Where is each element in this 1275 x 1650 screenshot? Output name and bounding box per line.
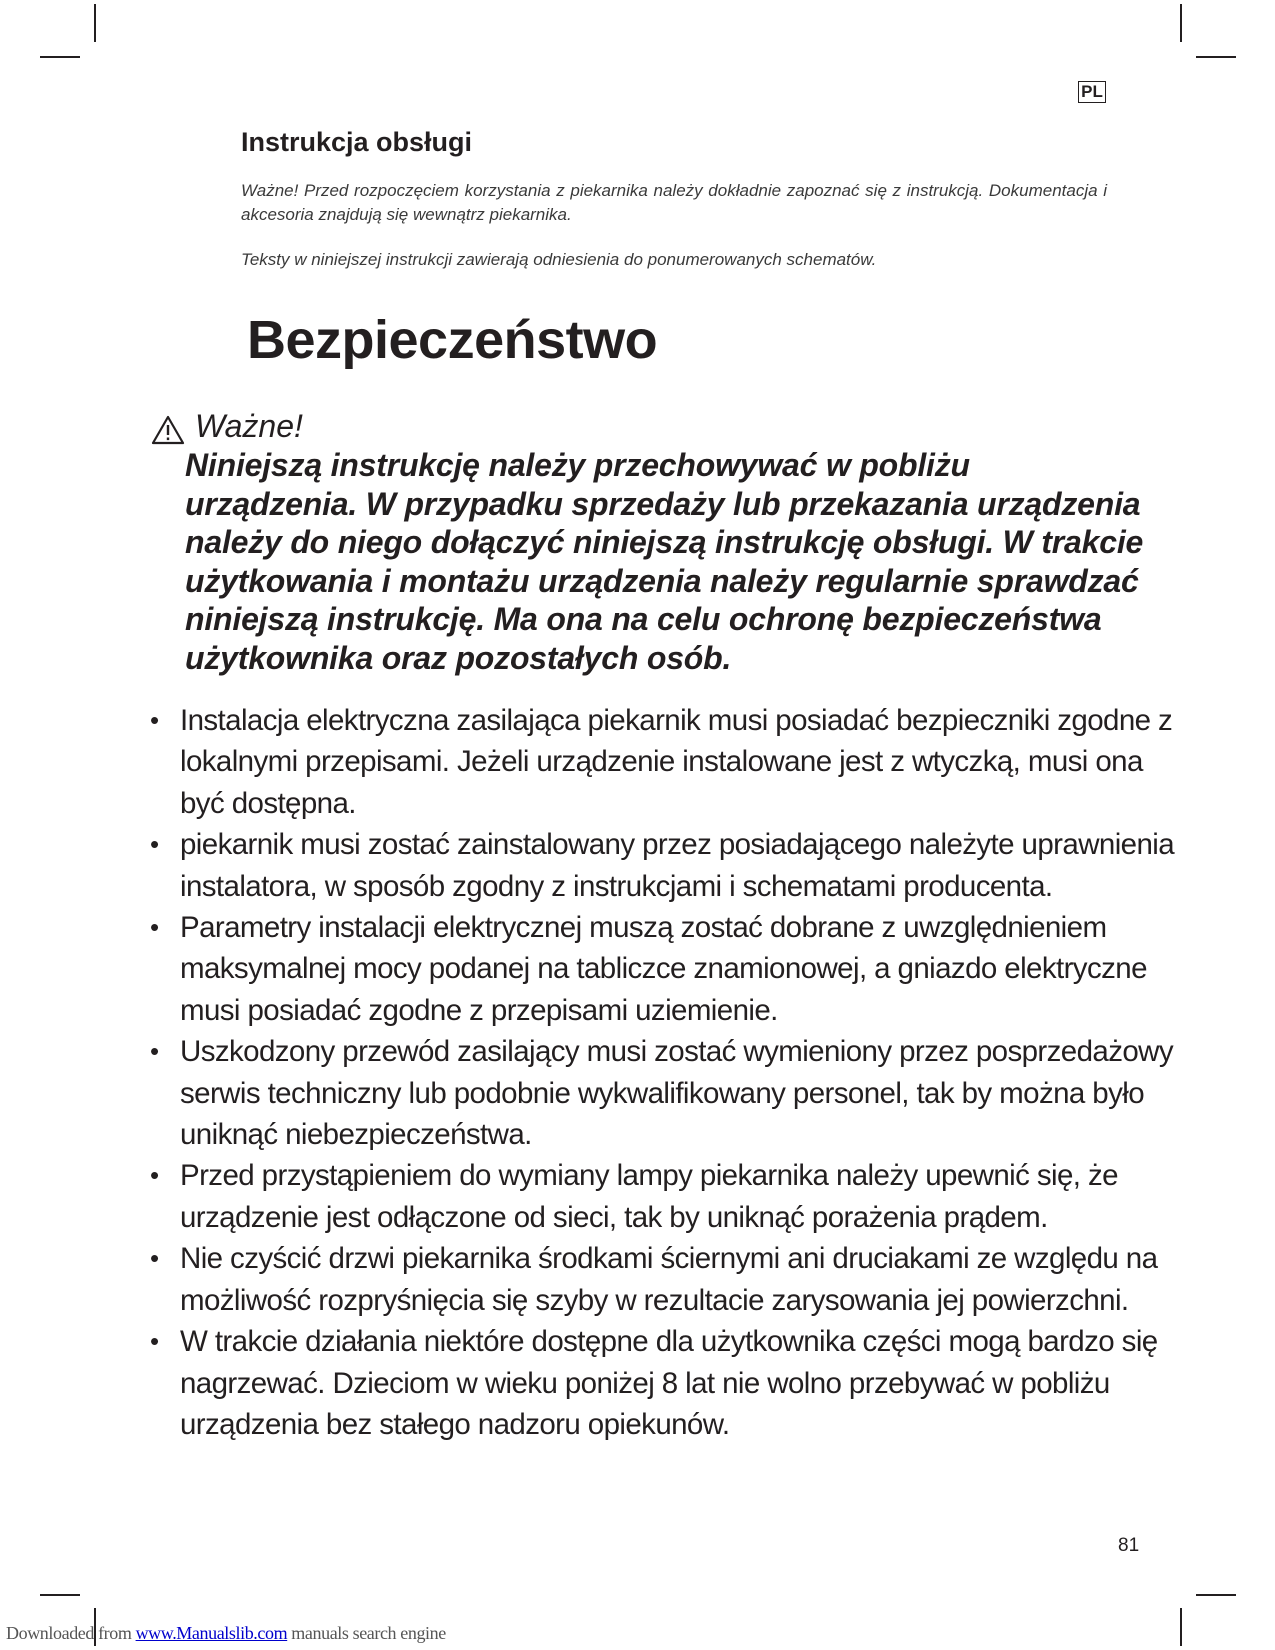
warning-heading-text: Ważne! bbox=[195, 408, 303, 444]
footer-suffix: manuals search engine bbox=[287, 1623, 446, 1643]
bullet-icon: • bbox=[150, 1243, 159, 1274]
warning-triangle-icon bbox=[151, 411, 185, 441]
crop-mark bbox=[1180, 1608, 1182, 1646]
warning-heading bbox=[151, 403, 303, 449]
list-item bbox=[150, 907, 1180, 1031]
manualslib-link[interactable]: www.Manualslib.com bbox=[135, 1623, 288, 1643]
language-badge: PL bbox=[1078, 81, 1106, 103]
bullet-icon: • bbox=[150, 705, 159, 735]
list-item-text: W trakcie działania niektóre dostępne dla użytkownika części mogą bardzo się nagrzewać. Dzieciom w wieku poniżej 8 lat nie wolno przebywać w pobliżu urządzenia bez stałego nadzoru opiekunów. bbox=[180, 1325, 1158, 1441]
download-footer bbox=[6, 1621, 446, 1645]
intro-paragraph: Ważne! Przed rozpoczęciem korzystania z piekarnika należy dokładnie zapoznać się z instrukcją. Dokumentacja i akcesoria znajdują się wewnątrz piekarnika. bbox=[241, 181, 1107, 224]
crop-mark bbox=[40, 1594, 80, 1596]
list-item-text: Instalacja elektryczna zasilająca piekarnik musi posiadać bezpieczniki zgodne z lokalnymi przepisami. Jeżeli urządzenie instalowane jest z wtyczką, musi ona być dostępna. bbox=[180, 704, 1173, 820]
crop-mark bbox=[40, 56, 80, 58]
safety-list bbox=[150, 700, 1180, 1445]
list-item bbox=[150, 1155, 1180, 1238]
list-item bbox=[150, 700, 1180, 824]
crop-mark bbox=[1196, 1594, 1236, 1596]
list-item bbox=[150, 1031, 1180, 1155]
section-title: Bezpieczeństwo bbox=[247, 310, 658, 370]
page-number: 81 bbox=[1118, 1535, 1140, 1556]
intro-note: Teksty w niniejszej instrukcji zawierają odniesienia do ponumerowanych schematów. bbox=[241, 250, 877, 269]
bullet-icon: • bbox=[150, 1326, 159, 1357]
list-item bbox=[150, 824, 1180, 907]
bullet-icon: • bbox=[150, 1160, 159, 1191]
list-item-text: Nie czyścić drzwi piekarnika środkami ściernymi ani druciakami ze względu na możliwość rozpryśnięcia się szyby w rezultacie zarysowania jej powierzchni. bbox=[180, 1242, 1158, 1317]
bullet-icon: • bbox=[150, 829, 159, 860]
warning-text: Niniejszą instrukcję należy przechowywać w pobliżu urządzenia. W przypadku sprzedaży lub przekazania urządzenia należy do niego dołączyć niniejszą instrukcję obsługi. W trakcie użytkowania i montażu urządzenia należy regularnie sprawdzać niniejszą instrukcję. Ma ona na celu ochronę bezpieczeństwa użytkownika oraz pozostałych osób. bbox=[185, 447, 1144, 676]
bullet-icon: • bbox=[150, 1036, 159, 1067]
list-item bbox=[150, 1238, 1180, 1321]
list-item-text: piekarnik musi zostać zainstalowany przez posiadającego należyte uprawnienia instalatora, w sposób zgodny z instrukcjami i schematami producenta. bbox=[180, 828, 1175, 903]
list-item-text: Parametry instalacji elektrycznej muszą zostać dobrane z uwzględnieniem maksymalnej mocy podanej na tabliczce znamionowej, a gniazdo elektryczne musi posiadać zgodne z przepisami uziemienie. bbox=[180, 911, 1147, 1027]
manual-title: Instrukcja obsługi bbox=[241, 127, 473, 157]
bullet-icon: • bbox=[150, 912, 159, 943]
footer-prefix: Downloaded from bbox=[6, 1623, 136, 1643]
list-item-text: Przed przystąpieniem do wymiany lampy piekarnika należy upewnić się, że urządzenie jest odłączone od sieci, tak by uniknąć porażenia prądem. bbox=[180, 1159, 1118, 1234]
list-item bbox=[150, 1321, 1180, 1445]
crop-mark bbox=[1180, 4, 1182, 42]
crop-mark bbox=[94, 4, 96, 42]
list-item-text: Uszkodzony przewód zasilający musi zostać wymieniony przez posprzedażowy serwis techniczny lub podobnie wykwalifikowany personel, tak by można było uniknąć niebezpieczeństwa. bbox=[180, 1035, 1174, 1152]
crop-mark bbox=[1196, 56, 1236, 58]
